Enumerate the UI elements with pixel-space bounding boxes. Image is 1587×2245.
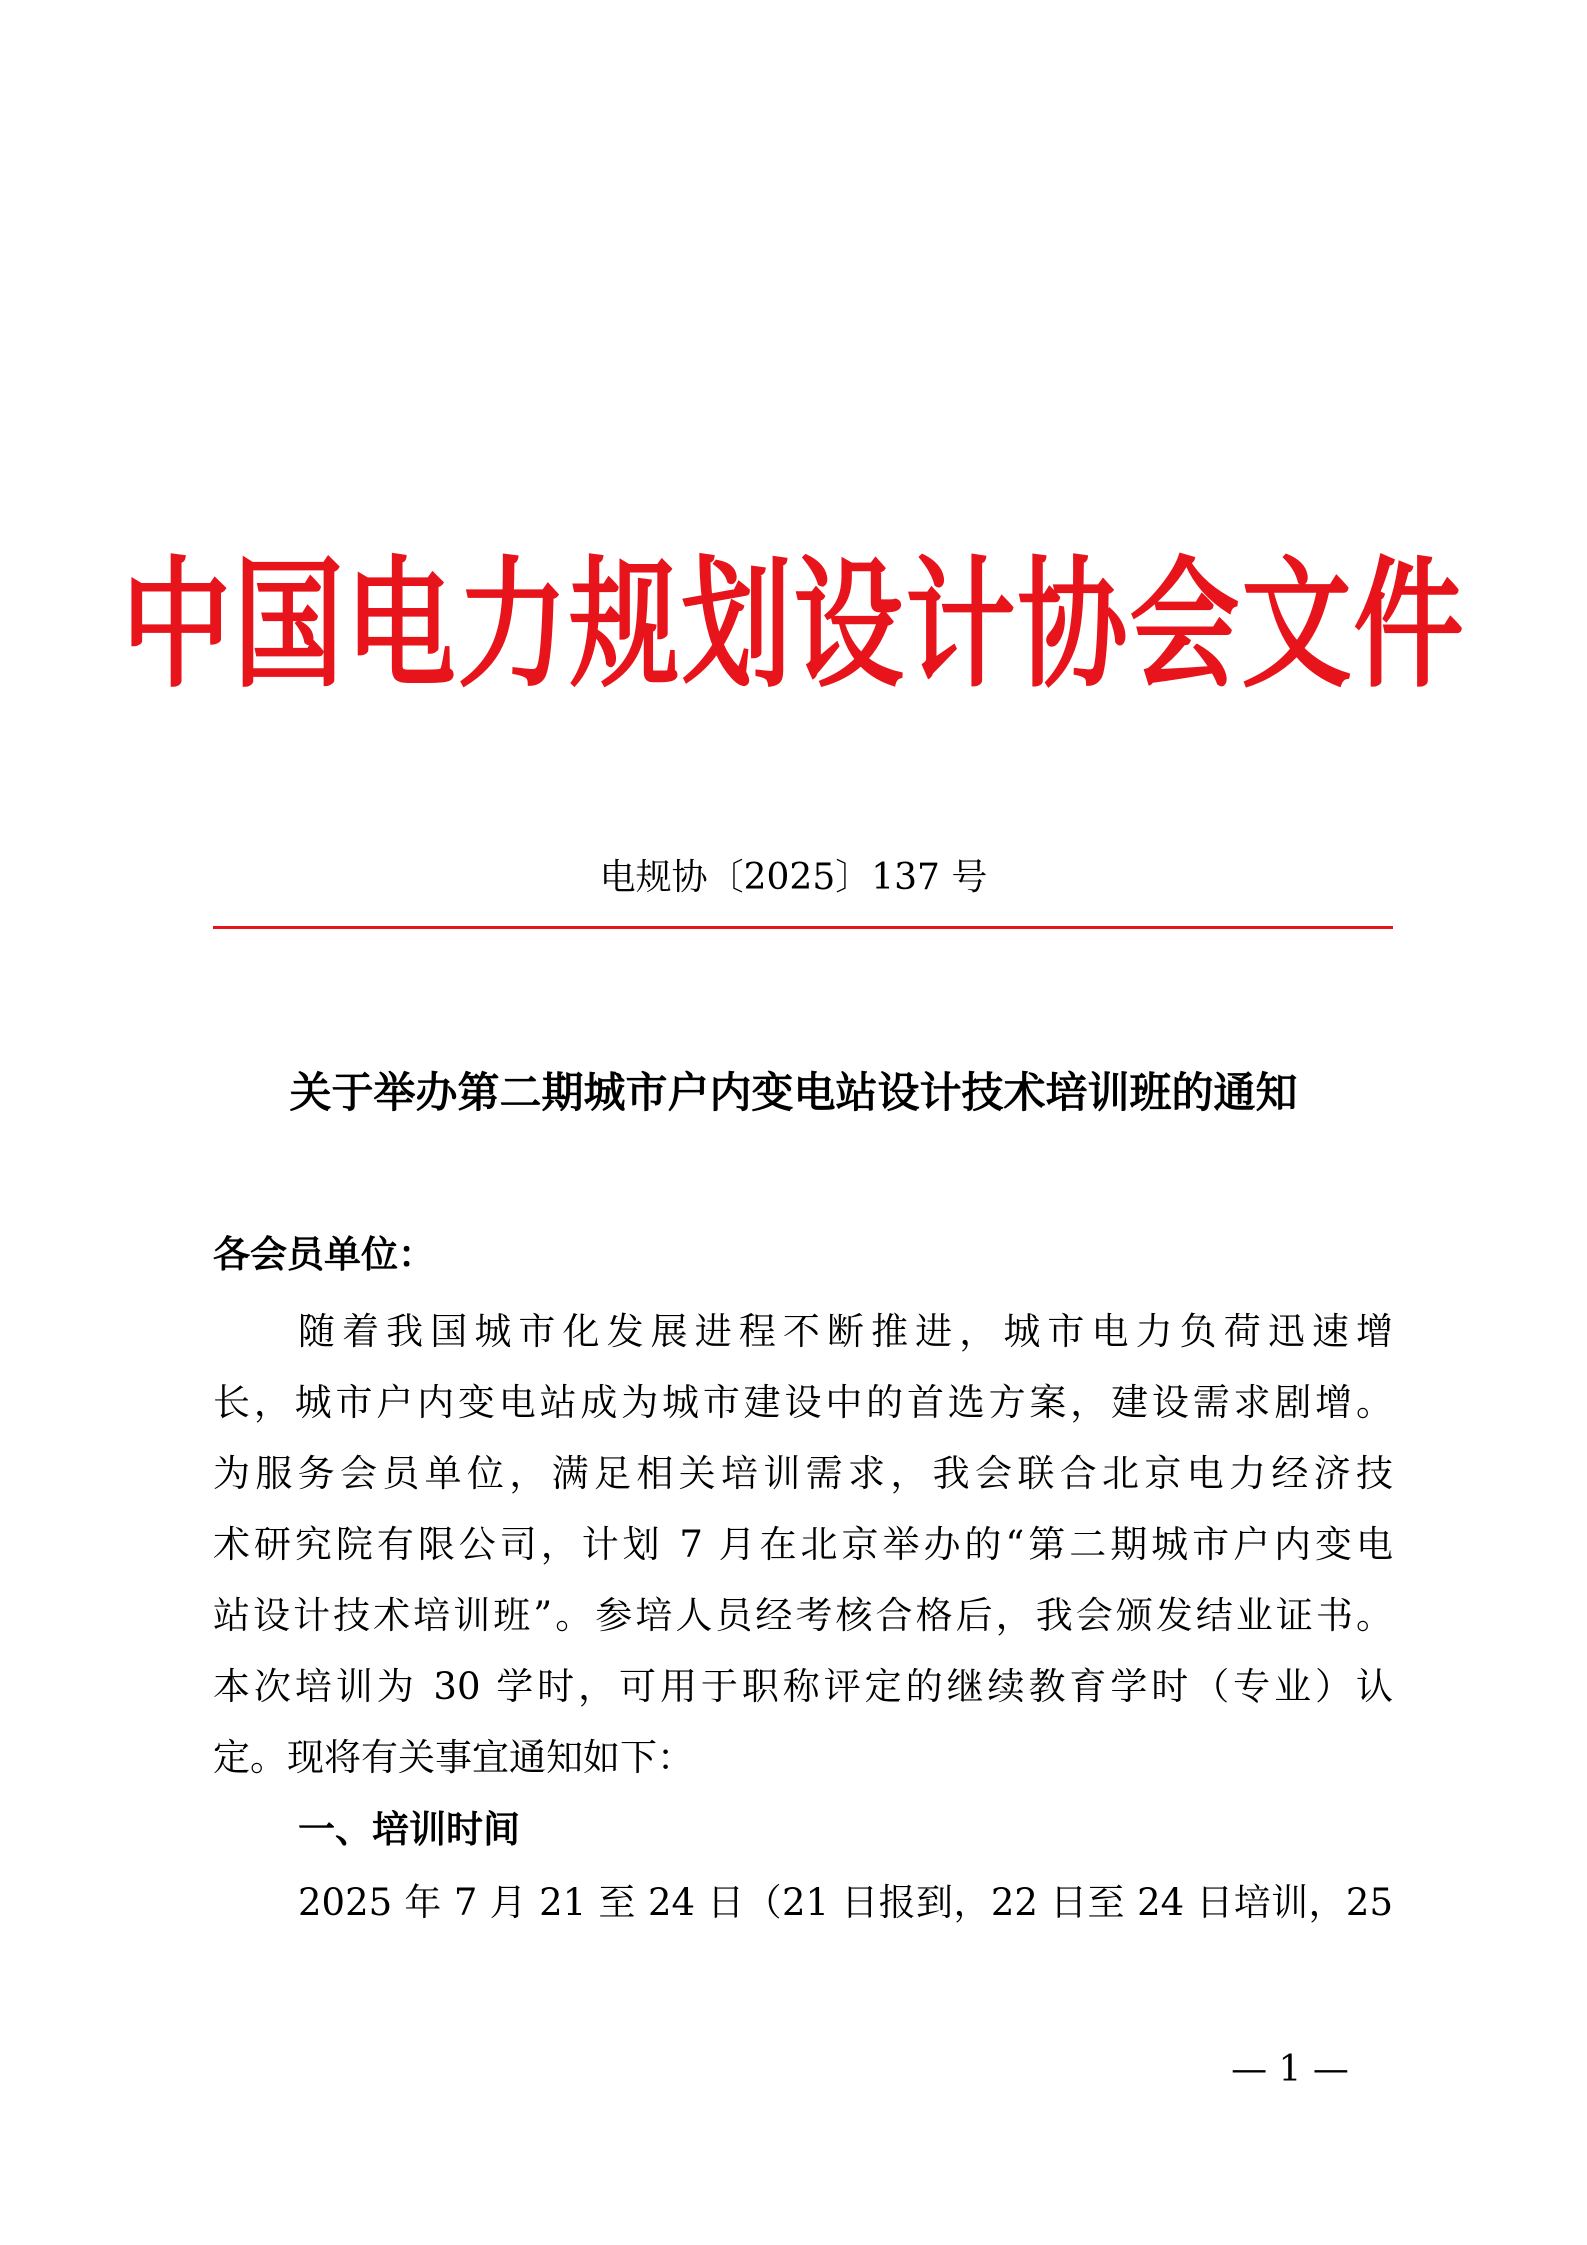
paragraph-line-3: 为服务会员单位，满足相关培训需求，我会联合北京电力经济技 <box>213 1452 1393 1495</box>
paragraph-line-7: 定。现将有关事宜通知如下： <box>213 1736 694 1779</box>
document-number: 电规协〔2025〕137 号 <box>599 857 988 898</box>
paragraph-line-5: 站设计技术培训班”。参培人员经考核合格后，我会颁发结业证书。 <box>213 1594 1393 1637</box>
paragraph-line-1: 随着我国城市化发展进程不断推进，城市电力负荷迅速增 <box>298 1310 1393 1353</box>
salutation: 各会员单位： <box>213 1233 435 1276</box>
notice-title: 关于举办第二期城市户内变电站设计技术培训班的通知 <box>289 1068 1298 1117</box>
section-heading-training-time: 一、培训时间 <box>298 1808 520 1851</box>
paragraph-line-6: 本次培训为 30 学时，可用于职称评定的继续教育学时（专业）认 <box>213 1665 1393 1708</box>
issuer-header-title: 中国电力规划设计协会文件 <box>121 543 1466 707</box>
section-1-text: 2025 年 7 月 21 至 24 日（21 日报到，22 日至 24 日培训，25 <box>298 1881 1393 1924</box>
paragraph-line-4: 术研究院有限公司，计划 7 月在北京举办的“第二期城市户内变电 <box>213 1523 1393 1566</box>
page-number: — 1 — <box>1231 2049 1349 2090</box>
header-red-rule <box>213 926 1393 929</box>
paragraph-line-2: 长，城市户内变电站成为城市建设中的首选方案，建设需求剧增。 <box>213 1381 1393 1424</box>
